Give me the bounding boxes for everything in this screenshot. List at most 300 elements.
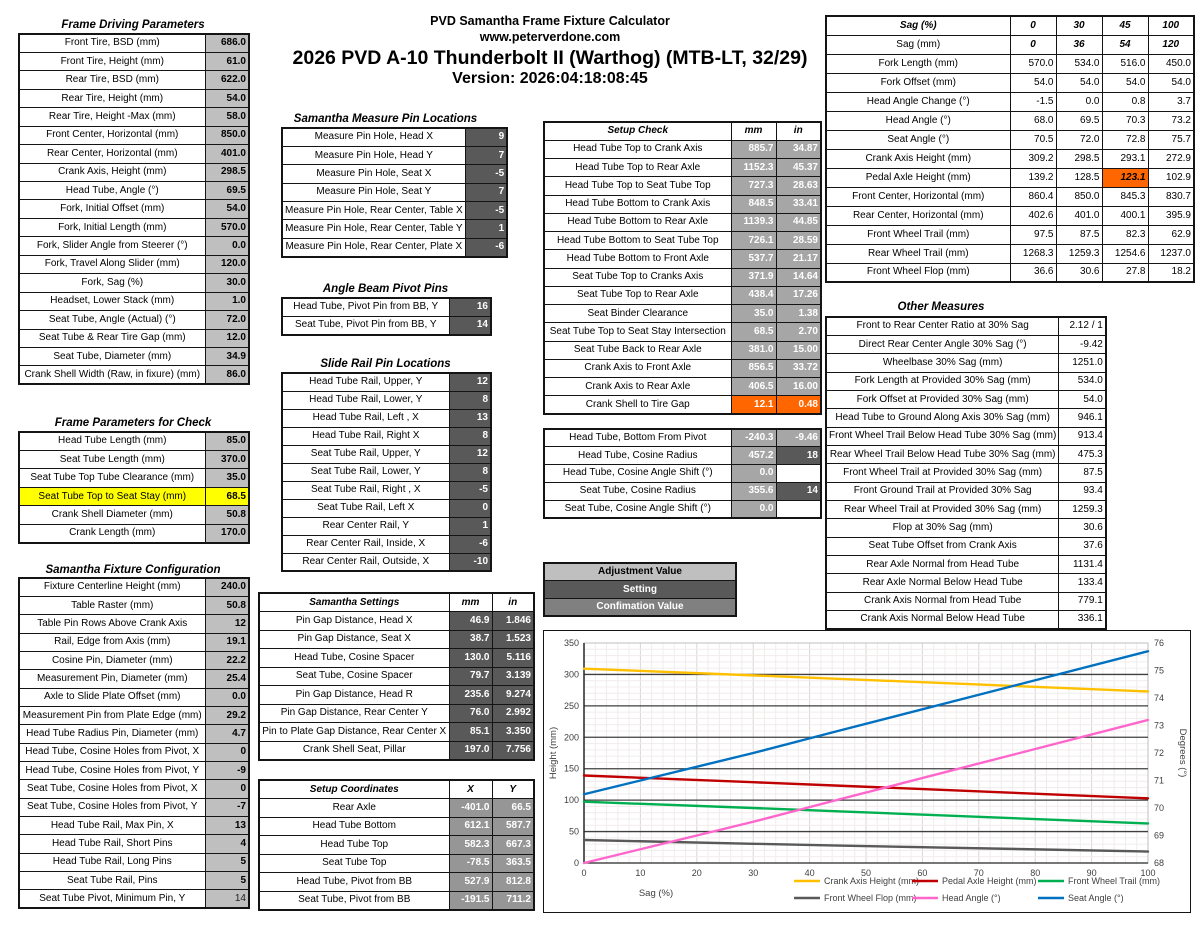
cell-value[interactable]: 68.5 (205, 487, 249, 505)
cell-value[interactable]: 5 (205, 872, 249, 890)
cell-label: Front Tire, Height (mm) (19, 52, 205, 70)
cell-value[interactable]: 3.139 (492, 667, 534, 686)
cell-value[interactable]: 38.7 (449, 630, 492, 649)
cell-value[interactable]: 406.5 (731, 378, 776, 396)
cell-value[interactable]: 0 (449, 499, 491, 517)
cell-value[interactable]: 69.5 (205, 182, 249, 200)
cell-value[interactable]: -401.0 (449, 799, 492, 818)
cell-value[interactable]: 85.1 (449, 723, 492, 742)
cell-value[interactable]: 8 (449, 391, 491, 409)
cell-value[interactable]: 381.0 (731, 341, 776, 359)
cell-value[interactable]: 13 (205, 816, 249, 834)
cell-value[interactable]: 401.0 (205, 145, 249, 163)
table-row (826, 187, 1194, 206)
cell-value[interactable]: 15.00 (776, 341, 821, 359)
table-row (19, 469, 249, 487)
cell-value[interactable]: 516.0 (1102, 54, 1148, 73)
table-row (19, 108, 249, 126)
measure_pins-table (281, 127, 508, 258)
cell-label: Fork Length (mm) (826, 54, 1010, 73)
cell-value[interactable]: -1.5 (1010, 92, 1056, 111)
cell-value[interactable]: 35.0 (205, 469, 249, 487)
cell-value[interactable]: 29.2 (205, 706, 249, 724)
cell-value[interactable]: 54.0 (205, 200, 249, 218)
cell-label: mm (731, 122, 776, 140)
cell-value[interactable]: 70.3 (1102, 111, 1148, 130)
cell-value[interactable]: 45.37 (776, 159, 821, 177)
cell-value[interactable]: 527.9 (449, 873, 492, 892)
cell-value[interactable]: 12 (205, 615, 249, 633)
cell-value[interactable]: 1237.0 (1148, 244, 1194, 263)
cell-value[interactable]: 54.0 (1010, 73, 1056, 92)
cell-value[interactable]: 19.1 (205, 633, 249, 651)
cell-value[interactable]: 848.5 (731, 195, 776, 213)
cell-value[interactable]: 1 (465, 220, 507, 238)
cell-value[interactable]: 402.6 (1010, 206, 1056, 225)
cell-label: Seat Tube Top to Rear Axle (544, 286, 731, 304)
cell-value[interactable]: 860.4 (1010, 187, 1056, 206)
table-row (826, 168, 1194, 187)
cell-value[interactable]: 170.0 (205, 524, 249, 542)
table-row (259, 612, 534, 631)
cell-value[interactable]: 537.7 (731, 250, 776, 268)
cell-value[interactable]: 401.0 (1056, 206, 1102, 225)
table-row (19, 218, 249, 236)
cell-value[interactable]: 14 (205, 890, 249, 908)
cell-value[interactable]: 75.7 (1148, 130, 1194, 149)
cell-value[interactable]: 13 (449, 409, 491, 427)
samantha-settings (258, 592, 535, 761)
cell-value[interactable]: -6 (465, 238, 507, 256)
cell-value[interactable]: Setting (544, 581, 736, 599)
cell-value[interactable]: 68.0 (1010, 111, 1056, 130)
cell-value[interactable]: 139.2 (1010, 168, 1056, 187)
cell-value[interactable]: 9 (465, 128, 507, 146)
cell-label: Rear Axle Normal from Head Tube (826, 555, 1059, 573)
cell-value[interactable]: 66.5 (492, 799, 534, 818)
x-tick-label: 90 (1086, 868, 1097, 878)
cell-value[interactable]: 0 (205, 743, 249, 761)
website-link[interactable]: www.peterverdone.com (479, 29, 621, 44)
cell-value[interactable]: 850.0 (1056, 187, 1102, 206)
cell-value[interactable]: 3.350 (492, 723, 534, 742)
cell-value[interactable]: 50.8 (205, 596, 249, 614)
cell-value[interactable]: 475.3 (1059, 445, 1106, 463)
cell-value[interactable]: 355.6 (731, 482, 776, 500)
cell-label: Rear Tire, Height -Max (mm) (19, 108, 205, 126)
cell-label: Head Tube Bottom to Crank Axis (544, 195, 731, 213)
cell-value[interactable]: 16.00 (776, 378, 821, 396)
cell-value[interactable]: Confimation Value (544, 598, 736, 616)
cell-label: 36 (1056, 35, 1102, 54)
cell-value[interactable]: 4 (205, 835, 249, 853)
cell-value[interactable]: 123.1 (1102, 168, 1148, 187)
table-row (544, 305, 821, 323)
cell-value[interactable]: 587.7 (492, 817, 534, 836)
cell-value[interactable]: 197.0 (449, 741, 492, 760)
cell-label: in (776, 122, 821, 140)
cell-value[interactable]: 0.48 (776, 396, 821, 414)
cell-value[interactable]: 25.4 (205, 670, 249, 688)
cell-value[interactable]: 86.0 (205, 366, 249, 384)
cell-value[interactable]: 97.5 (1010, 225, 1056, 244)
table-row (19, 524, 249, 542)
table-row (282, 316, 491, 334)
table-row (826, 225, 1194, 244)
cell-value[interactable]: 36.6 (1010, 263, 1056, 282)
cell-label: Head Tube Bottom to Rear Axle (544, 213, 731, 231)
cell-value[interactable]: -9.42 (1059, 335, 1106, 353)
cell-value[interactable]: 5 (205, 853, 249, 871)
cell-value[interactable]: 856.5 (731, 359, 776, 377)
x-tick-label: 60 (917, 868, 928, 878)
cell-value[interactable]: 120.0 (205, 255, 249, 273)
cell-value[interactable]: 22.2 (205, 651, 249, 669)
cell-value[interactable]: 534.0 (1056, 54, 1102, 73)
table-row (544, 195, 821, 213)
cell-value[interactable]: 667.3 (492, 836, 534, 855)
cell-value[interactable]: 18.2 (1148, 263, 1194, 282)
table-row (259, 817, 534, 836)
cell-value[interactable]: 27.8 (1102, 263, 1148, 282)
cell-value[interactable]: 0.0 (205, 688, 249, 706)
cell-value[interactable]: 2.992 (492, 704, 534, 723)
y-left-tick-label: 300 (563, 669, 579, 680)
cell-value[interactable]: 1.0 (205, 292, 249, 310)
cell-value[interactable]: 9.274 (492, 686, 534, 705)
cell-value[interactable]: -6 (449, 535, 491, 553)
y-left-tick-label: 200 (563, 732, 579, 743)
table-row (259, 723, 534, 742)
cell-label: 45 (1102, 16, 1148, 35)
cell-value[interactable]: 61.0 (205, 52, 249, 70)
cell-value[interactable]: 400.1 (1102, 206, 1148, 225)
cell-label: Seat Tube Top to Cranks Axis (544, 268, 731, 286)
cell-label: 0 (1010, 35, 1056, 54)
cell-value[interactable]: 850.0 (205, 126, 249, 144)
cell-value[interactable]: 12 (449, 445, 491, 463)
cell-value[interactable]: 133.4 (1059, 574, 1106, 592)
cell-value[interactable]: 54.0 (205, 89, 249, 107)
table-row (259, 836, 534, 855)
cell-value[interactable]: -9.46 (776, 429, 821, 447)
table-row (544, 563, 736, 581)
table-row (19, 329, 249, 347)
table-row (544, 500, 821, 518)
cell-value[interactable]: 33.72 (776, 359, 821, 377)
cell-value[interactable]: 622.0 (205, 71, 249, 89)
cell-value[interactable]: 87.5 (1056, 225, 1102, 244)
table-row (826, 263, 1194, 282)
cell-label: Measure Pin Hole, Rear Center, Table Y (282, 220, 465, 238)
cell-value[interactable]: 35.0 (731, 305, 776, 323)
cell-value[interactable]: -9 (205, 761, 249, 779)
cell-value[interactable]: 686.0 (205, 34, 249, 52)
cell-value[interactable]: 450.0 (1148, 54, 1194, 73)
cell-value[interactable]: 298.5 (1056, 149, 1102, 168)
cell-value[interactable]: 28.63 (776, 177, 821, 195)
table-row (826, 409, 1106, 427)
sag-table (825, 15, 1195, 283)
cell-value[interactable]: 370.0 (205, 450, 249, 468)
cell-value[interactable]: 46.9 (449, 612, 492, 631)
cell-value[interactable]: 12.1 (731, 396, 776, 414)
cell-value[interactable]: 130.0 (449, 649, 492, 668)
cell-label: Rear Center Rail, Inside, X (282, 535, 449, 553)
cell-value[interactable]: 93.4 (1059, 482, 1106, 500)
cell-value[interactable]: 845.3 (1102, 187, 1148, 206)
cell-value[interactable]: -10 (449, 553, 491, 571)
cell-value[interactable]: 298.5 (205, 163, 249, 181)
cell-value[interactable]: -5 (465, 165, 507, 183)
cell-value[interactable]: 72.8 (1102, 130, 1148, 149)
cell-value[interactable]: 44.85 (776, 213, 821, 231)
cell-value[interactable]: 54.0 (1059, 390, 1106, 408)
cell-value[interactable]: 5.116 (492, 649, 534, 668)
cell-value[interactable]: 70.5 (1010, 130, 1056, 149)
cell-label: Fork, Sag (%) (19, 274, 205, 292)
cell-value[interactable]: 54.0 (1056, 73, 1102, 92)
cell-value[interactable]: Adjustment Value (544, 563, 736, 581)
cell-label: Head Tube Rail, Short Pins (19, 835, 205, 853)
cell-value[interactable]: 612.1 (449, 817, 492, 836)
table-row (19, 670, 249, 688)
table-row (282, 517, 491, 535)
setup_check-table (543, 121, 822, 415)
cell-label: Sag (mm) (826, 35, 1010, 54)
cell-value[interactable]: 58.0 (205, 108, 249, 126)
cell-value[interactable]: 336.1 (1059, 611, 1106, 629)
table-row (544, 581, 736, 599)
cell-value[interactable]: 570.0 (205, 218, 249, 236)
cell-value[interactable]: 12 (449, 373, 491, 391)
cell-value[interactable]: 8 (449, 463, 491, 481)
cell-value[interactable]: 14 (449, 316, 491, 334)
cell-value[interactable]: 79.7 (449, 667, 492, 686)
cell-value[interactable]: 87.5 (1059, 464, 1106, 482)
cell-label: Head Tube, Cosine Radius (544, 447, 731, 465)
cell-value[interactable]: 570.0 (1010, 54, 1056, 73)
table-row (544, 429, 821, 447)
cell-value[interactable]: 1131.4 (1059, 555, 1106, 573)
table-row (19, 615, 249, 633)
cell-value[interactable]: 0.8 (1102, 92, 1148, 111)
cell-label: Rear Tire, Height (mm) (19, 89, 205, 107)
table-row (544, 598, 736, 616)
cell-value[interactable]: 0.0 (731, 465, 776, 483)
table-row (544, 286, 821, 304)
cell-value[interactable]: 128.5 (1056, 168, 1102, 187)
table-row (544, 396, 821, 414)
cell-label: Seat Tube, Cosine Radius (544, 482, 731, 500)
cell-value[interactable]: 7.756 (492, 741, 534, 760)
cell-value[interactable]: -191.5 (449, 891, 492, 910)
cell-label: Front Wheel Trail (mm) (826, 225, 1010, 244)
pivot_checks-table (543, 428, 822, 519)
cell-value[interactable]: 12.0 (205, 329, 249, 347)
cell-value[interactable]: 17.26 (776, 286, 821, 304)
cell-value[interactable]: 4.7 (205, 725, 249, 743)
cell-value[interactable]: 30.6 (1056, 263, 1102, 282)
table-row (826, 574, 1106, 592)
cell-value[interactable]: 3.7 (1148, 92, 1194, 111)
cell-value[interactable]: 711.2 (492, 891, 534, 910)
cell-value[interactable]: 30.6 (1059, 519, 1106, 537)
table-row (544, 447, 821, 465)
frame-parameters-for-check (18, 431, 250, 544)
cell-value[interactable]: 30.0 (205, 274, 249, 292)
cell-value[interactable]: 62.9 (1148, 225, 1194, 244)
cell-label: Seat Tube Rail, Right , X (282, 481, 449, 499)
cell-value[interactable]: -5 (465, 202, 507, 220)
section-title-frame-check: Frame Parameters for Check (54, 417, 212, 429)
cell-value[interactable]: 272.9 (1148, 149, 1194, 168)
cell-label (776, 465, 821, 483)
cell-value[interactable]: -7 (205, 798, 249, 816)
cell-value[interactable]: 1259.3 (1056, 244, 1102, 263)
table-row (19, 596, 249, 614)
cell-value[interactable]: 240.0 (205, 578, 249, 596)
cell-value[interactable]: 946.1 (1059, 409, 1106, 427)
cell-value[interactable]: 726.1 (731, 232, 776, 250)
table-row (19, 761, 249, 779)
frame_check-table (18, 431, 250, 544)
cell-value[interactable]: 50.8 (205, 506, 249, 524)
cell-value[interactable]: 457.2 (731, 447, 776, 465)
cell-value[interactable]: 913.4 (1059, 427, 1106, 445)
table-row (19, 292, 249, 310)
cell-value[interactable]: -240.3 (731, 429, 776, 447)
cell-label: Crank Axis to Rear Axle (544, 378, 731, 396)
coordinates-table (258, 779, 535, 911)
table-row (826, 73, 1194, 92)
cell-value[interactable]: 1 (449, 517, 491, 535)
cell-label: Seat Angle (°) (826, 130, 1010, 149)
cell-value[interactable]: 7 (465, 146, 507, 164)
cell-value[interactable]: 582.3 (449, 836, 492, 855)
table-row (259, 741, 534, 760)
cell-value[interactable]: 812.8 (492, 873, 534, 892)
cell-value[interactable]: 1251.0 (1059, 354, 1106, 372)
cell-label: Table Raster (mm) (19, 596, 205, 614)
frame-title: 2026 PVD A-10 Thunderbolt II (Warthog) (MTB-LT, 32/29) (292, 47, 808, 70)
cell-value[interactable]: -78.5 (449, 854, 492, 873)
samantha-fixture-configuration (18, 577, 250, 909)
cell-label: Crank Length (mm) (19, 524, 205, 542)
cell-value[interactable]: 2.70 (776, 323, 821, 341)
table-row (19, 743, 249, 761)
cell-label: Front Wheel Trail Below Head Tube 30% Sag (mm) (826, 427, 1059, 445)
cell-value[interactable]: 18 (776, 447, 821, 465)
cell-value[interactable]: 34.9 (205, 347, 249, 365)
cell-value[interactable]: 371.9 (731, 268, 776, 286)
cell-value[interactable]: 395.9 (1148, 206, 1194, 225)
cell-value[interactable]: 102.9 (1148, 168, 1194, 187)
cell-value[interactable]: 830.7 (1148, 187, 1194, 206)
cell-value[interactable]: 1268.3 (1010, 244, 1056, 263)
cell-value[interactable]: 68.5 (731, 323, 776, 341)
sag-table (825, 15, 1195, 283)
cell-value[interactable]: 309.2 (1010, 149, 1056, 168)
table-row (282, 481, 491, 499)
cell-value[interactable]: 1254.6 (1102, 244, 1148, 263)
cell-value[interactable]: 235.6 (449, 686, 492, 705)
cell-label: Seat Tube Rail, Pins (19, 872, 205, 890)
cell-value[interactable]: 7 (465, 183, 507, 201)
cell-value[interactable]: 727.3 (731, 177, 776, 195)
cell-value[interactable]: 2.12 / 1 (1059, 317, 1106, 335)
table-row (19, 872, 249, 890)
cell-label: 120 (1148, 35, 1194, 54)
cell-value[interactable]: 72.0 (1056, 130, 1102, 149)
cell-value[interactable]: 0 (205, 780, 249, 798)
cell-value[interactable]: 779.1 (1059, 592, 1106, 610)
x-tick-label: 40 (804, 868, 815, 878)
cell-value[interactable]: 85.0 (205, 432, 249, 450)
cell-value[interactable]: 33.41 (776, 195, 821, 213)
cell-value[interactable]: 54.0 (1148, 73, 1194, 92)
cell-value[interactable]: 1.38 (776, 305, 821, 323)
cell-value[interactable]: 1139.3 (731, 213, 776, 231)
cell-value[interactable]: 0.0 (731, 500, 776, 518)
cell-value[interactable]: 76.0 (449, 704, 492, 723)
cell-value[interactable]: 72.0 (205, 311, 249, 329)
y-right-axis-title: Degrees (°) (1177, 728, 1188, 778)
x-tick-label: 20 (691, 868, 702, 878)
cell-value[interactable]: 82.3 (1102, 225, 1148, 244)
cell-value[interactable]: 1.523 (492, 630, 534, 649)
cell-value[interactable]: 69.5 (1056, 111, 1102, 130)
other-measures (825, 316, 1107, 630)
cell-value[interactable]: 885.7 (731, 140, 776, 158)
cell-value[interactable]: 363.5 (492, 854, 534, 873)
cell-value[interactable]: 14.64 (776, 268, 821, 286)
cell-value[interactable]: 16 (449, 298, 491, 316)
cell-value[interactable]: 73.2 (1148, 111, 1194, 130)
frame_driving-table (18, 33, 250, 385)
cell-label: Crank Shell Width (Raw, in fixure) (mm) (19, 366, 205, 384)
table-row (544, 232, 821, 250)
cell-label: Rear Wheel Trail at Provided 30% Sag (mm) (826, 500, 1059, 518)
cell-value[interactable]: 1.846 (492, 612, 534, 631)
table-row (544, 465, 821, 483)
cell-value[interactable]: 0.0 (205, 237, 249, 255)
table-row (544, 177, 821, 195)
cell-value[interactable]: 34.87 (776, 140, 821, 158)
cell-value[interactable]: 21.17 (776, 250, 821, 268)
cell-value[interactable]: 8 (449, 427, 491, 445)
cell-label: Seat Tube Rail, Lower, Y (282, 463, 449, 481)
cell-value[interactable]: 28.59 (776, 232, 821, 250)
cell-value[interactable]: -5 (449, 481, 491, 499)
cell-value[interactable]: 1259.3 (1059, 500, 1106, 518)
cell-label: Head Tube Top (259, 836, 449, 855)
cell-value[interactable]: 37.6 (1059, 537, 1106, 555)
adjustment_legend-table (543, 562, 737, 617)
cell-value[interactable]: 438.4 (731, 286, 776, 304)
cell-value[interactable]: 14 (776, 482, 821, 500)
cell-value[interactable]: 0.0 (1056, 92, 1102, 111)
table-row (282, 220, 507, 238)
cell-label: Cosine Pin, Diameter (mm) (19, 651, 205, 669)
legend-label: Head Angle (°) (942, 893, 1001, 903)
cell-label: Head Tube, Cosine Holes from Pivot, X (19, 743, 205, 761)
cell-value[interactable]: 1152.3 (731, 159, 776, 177)
cell-value[interactable]: 54.0 (1102, 73, 1148, 92)
cell-label: Rear Center Rail, Y (282, 517, 449, 535)
cell-value[interactable]: 293.1 (1102, 149, 1148, 168)
cell-value[interactable]: 534.0 (1059, 372, 1106, 390)
